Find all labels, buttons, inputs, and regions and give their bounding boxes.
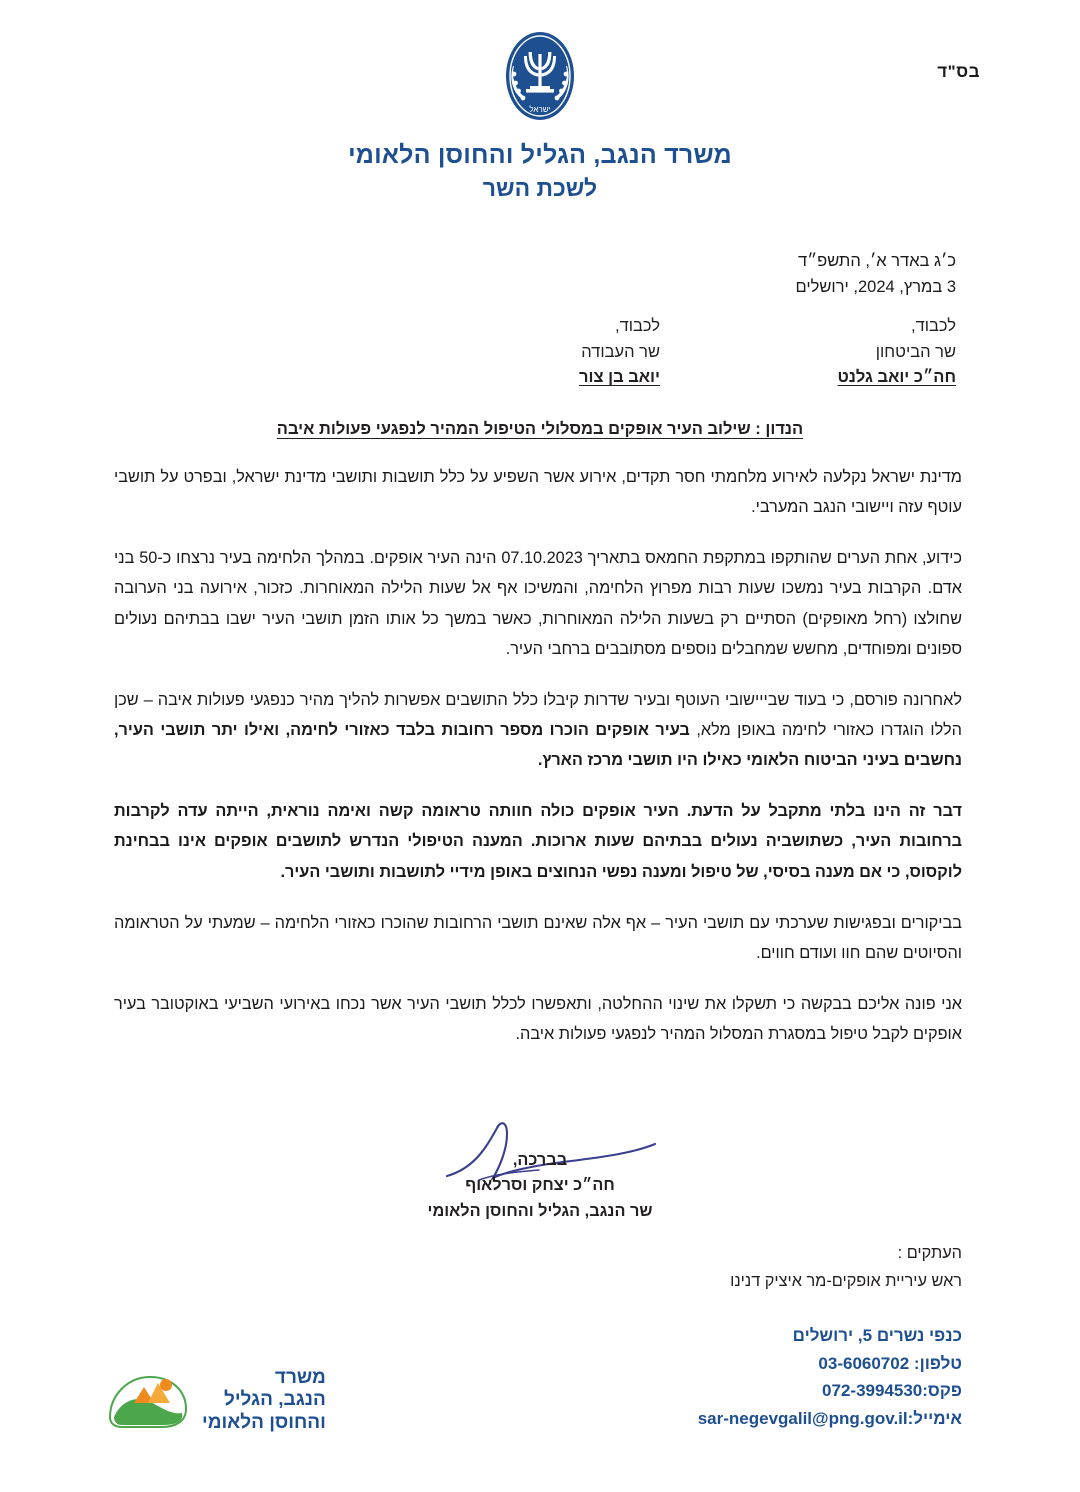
paragraph: כידוע, אחת הערים שהותקפו במתקפת החמאס בתאריך 07.10.2023 הינה העיר אופקים. במהלך הלחימה בעיר נרצחו כ-50 בני אדם. הקרבות בעיר נמשכו שעות רבות מפרוץ הלחימה, והמשיכו אף אל שעות הלילה המאוחרות. כזכור, אירועה בני הערובה שחולצו (רחל מאופקים) הסתיים רק בשעות הלילה המאוחרות, כאשר במשך כל אותו הזמן תושבי העיר ישבו בבתיהם נעולים ספונים ומפוחדים, מחשש שמחבלים נוספים מסתובבים ברחבי העיר. [114,549,962,658]
svg-text:ישראל: ישראל [529,105,551,114]
contact-fax: פקס:072-3994530 [822,1381,962,1401]
copies-block [114,1240,962,1295]
contact-block [698,1322,962,1432]
addressee-secondary [579,314,660,391]
hebrew-date: כ׳ג באדר א׳, התשפ״ד [798,252,956,270]
bsd-mark: בס"ד [937,62,980,81]
addressee-title: שר העבודה [581,342,660,361]
signature-name: חה״כ יצחק וסרלאוף [465,1176,615,1195]
logo-line-1: משרד [274,1366,326,1388]
emblem-container [0,28,1080,132]
copies-label: העתקים : [897,1244,962,1262]
ministry-logo-text [202,1367,326,1434]
paragraph: בביקורים ובפגישות שערכתי עם תושבי העיר – אף אלה שאינם תושבי הרחובות שהוכרו כאזורי הלחימה – שמעתי על הטראומה והסיוטים שהם חוו ועודם חווים. [114,913,962,962]
contact-address: כנפי נשרים 5, ירושלים [792,1326,962,1345]
copies-item: ראש עיריית אופקים-מר איציק דנינו [730,1271,962,1290]
ministry-heading [0,140,1080,202]
paragraph: דבר זה הינו בלתי מתקבל על הדעת. העיר אופקים כולה חוותה טראומה קשה ואימה נוראית, הייתה עדה לקרבות ברחובות העיר, כשתושביה נעולים בבתיהם שעות ארוכות. המענה הטיפולי הנדרש לתושבים אופקים אינו בבחינת לוקסוס, כי אם מענה בסיסי, של טיפול ומענה נפשי הנחוצים באופן מידיי לתושבות ותושבי העיר. [114,802,962,881]
signature-role: שר הנגב, הגליל והחוסן הלאומי [427,1201,653,1220]
paragraph: מדינת ישראל נקלעה לאירוע מלחמתי חסר תקדים, אירוע אשר השפיע על כלל תושבות ותושבי מדינת ישראל, ובפרט על תושבי עוטף עזה ויישובי הנגב המערבי. [114,468,962,517]
signature-block [0,1148,1080,1224]
paragraph: לאחרונה פורסם, כי בעוד שבייישובי העוטף ובעיר שדרות קיבלו כלל התושבים אפשרות להליך מהיר כנפגעי פעולות איבה – שכן הללו הוגדרו כאזורי לחימה באופן מלא, בעיר אופקים הוכרו מספר רחובות בלבד כאזורי לחימה, ואילו יתר תושבי העיר, נחשבים בעיני הביטוח הלאומי כאילו היו תושבי מרכז הארץ. [114,690,962,770]
paragraph: אני פונה אליכם בבקשה כי תשקלו את שינוי ההחלטה, ותאפשרו לכלל תושבי העיר אשר נכחו באירועי השביעי באוקטובר בעיר אופקים לקבל טיפול במסגרת המסלול המהיר לנפגעי פעולות איבה. [114,994,962,1044]
subject-line: הנדון : שילוב העיר אופקים במסלולי הטיפול המהיר לנפגעי פעולות איבה [276,420,804,438]
addressee-title: שר הביטחון [875,342,956,361]
negev-galil-landscape-logo-icon [104,1369,190,1431]
logo-line-2: הנגב, הגליל [223,1389,326,1411]
addressee-primary [837,314,956,391]
addressee-name: יואב בן צור [578,368,660,387]
ministry-logo [104,1367,326,1434]
addressee-salutation: לכבוד, [911,317,956,335]
logo-line-3: והחוסן הלאומי [202,1411,326,1433]
addressee-name: חה״כ יואב גלנט [837,368,956,387]
ministry-name: משרד הנגב, הגליל והחוסן הלאומי [348,141,732,169]
contact-phone: טלפון: 03-6060702 [818,1353,962,1373]
contact-email[interactable]: אימייל:sar-negevgalil@png.gov.il [697,1408,962,1428]
letter-body [114,462,962,1070]
addressee-salutation: לכבוד, [615,317,660,335]
signature-greeting: בברכה, [512,1151,568,1169]
date-block [796,248,957,301]
ministry-office: לשכת השר [482,175,598,202]
gregorian-date: 3 במרץ, 2024, ירושלים [795,278,956,297]
israel-state-emblem-icon [497,28,583,132]
